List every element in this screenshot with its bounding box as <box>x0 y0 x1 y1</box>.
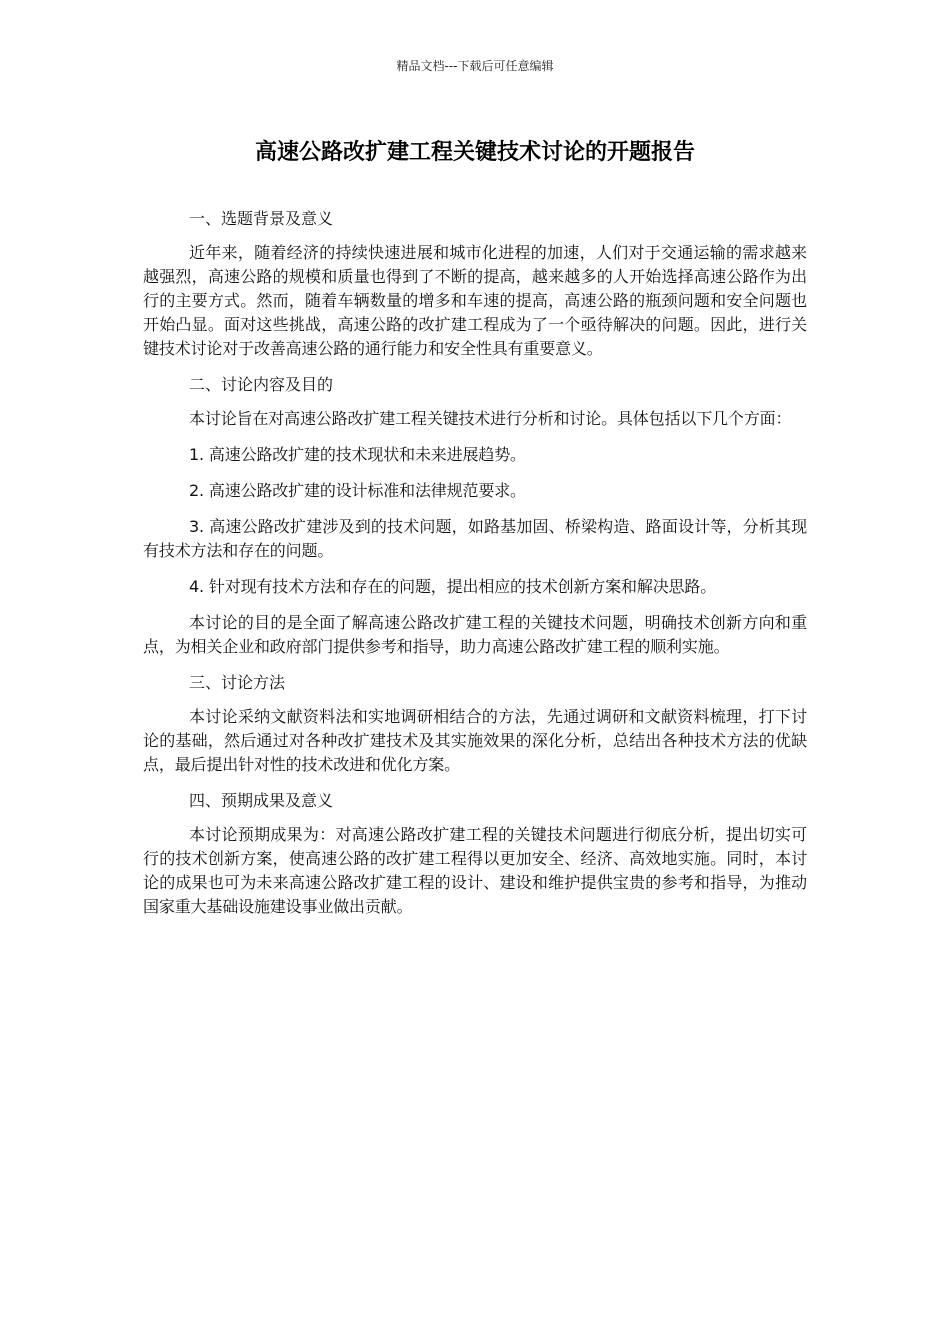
body-paragraph: 本讨论旨在对高速公路改扩建工程关键技术进行分析和讨论。具体包括以下几个方面： <box>189 409 792 428</box>
section-heading: 一、选题背景及意义 <box>189 209 334 228</box>
body-paragraph: 本讨论采纳文献资料法和实地调研相结合的方法，先通过调研和文献资料梳理，打下讨论的基础，然后通过对各种改扩建技术及其实施效果的深化分析，总结出各种技术方法的优缺点，最后提出针对性的技术改进和优化方案。 <box>143 707 807 774</box>
section-content <box>143 373 807 659</box>
section-heading: 二、讨论内容及目的 <box>189 375 334 394</box>
section-heading: 三、讨论方法 <box>189 673 286 692</box>
section-background <box>143 207 807 361</box>
list-item: 4. 针对现有技术方法和存在的问题，提出相应的技术创新方案和解决思路。 <box>189 577 717 596</box>
body-paragraph: 本讨论的目的是全面了解高速公路改扩建工程的关键技术问题，明确技术创新方向和重点，为相关企业和政府部门提供参考和指导，助力高速公路改扩建工程的顺利实施。 <box>143 613 807 656</box>
list-item: 2. 高速公路改扩建的设计标准和法律规范要求。 <box>189 481 526 500</box>
list-item: 1. 高速公路改扩建的技术现状和未来进展趋势。 <box>189 445 526 464</box>
page-header: 精品文档---下载后可任意编辑 <box>396 59 554 73</box>
section-method <box>143 671 807 777</box>
document-title: 高速公路改扩建工程关键技术讨论的开题报告 <box>254 140 695 165</box>
section-results <box>143 789 807 919</box>
body-paragraph: 近年来，随着经济的持续快速进展和城市化进程的加速，人们对于交通运输的需求越来越强烈，高速公路的规模和质量也得到了不断的提高，越来越多的人开始选择高速公路作为出行的主要方式。然而，随着车辆数量的增多和车速的提高，高速公路的瓶颈问题和安全问题也开始凸显。面对这些挑战，高速公路的改扩建工程成为了一个亟待解决的问题。因此，进行关键技术讨论对于改善高速公路的通行能力和安全性具有重要意义。 <box>143 243 807 358</box>
document-body <box>143 207 807 931</box>
body-paragraph: 本讨论预期成果为：对高速公路改扩建工程的关键技术问题进行彻底分析，提出切实可行的技术创新方案，使高速公路的改扩建工程得以更加安全、经济、高效地实施。同时，本讨论的成果也可为未来高速公路改扩建工程的设计、建设和维护提供宝贵的参考和指导，为推动国家重大基础设施建设事业做出贡献。 <box>143 825 807 916</box>
list-item: 3. 高速公路改扩建涉及到的技术问题，如路基加固、桥梁构造、路面设计等，分析其现有技术方法和存在的问题。 <box>143 517 807 560</box>
section-heading: 四、预期成果及意义 <box>189 791 334 810</box>
